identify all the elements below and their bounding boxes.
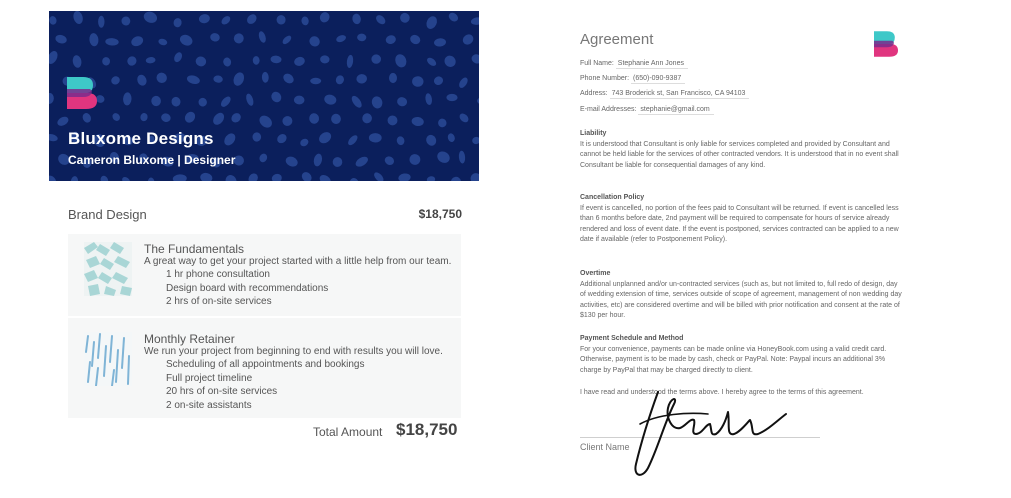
- pattern-dot: [393, 53, 408, 69]
- pattern-dot: [49, 133, 58, 142]
- pattern-dot: [252, 132, 261, 142]
- pattern-dot: [209, 32, 220, 42]
- pattern-dot: [374, 13, 387, 26]
- total-label: Total Amount: [313, 425, 383, 439]
- pattern-dot: [308, 112, 319, 124]
- section-text: It is understood that Consultant is only liable for services completed and provided by Consultant and cannot be held liable for the services of other contracted vendors. It is understood that in no event shall Consultant be liable for consequential damages of any kind.: [580, 140, 899, 169]
- pattern-dot: [173, 51, 184, 63]
- pattern-dot: [477, 96, 479, 105]
- pattern-dot: [409, 33, 422, 46]
- company-name: Bluxome Designs: [68, 129, 214, 148]
- pattern-dot: [213, 75, 223, 84]
- pattern-dot: [411, 116, 424, 127]
- pattern-dot: [350, 94, 364, 109]
- agreement-consent-text: I have read and understood the terms above. I hereby agree to the terms of this agreement.: [580, 389, 864, 396]
- pattern-dot: [323, 93, 337, 106]
- pattern-dot: [424, 133, 438, 147]
- pattern-dot: [247, 172, 260, 181]
- pattern-dot: [262, 72, 269, 83]
- pattern-dot: [130, 34, 145, 47]
- service-bullets: [166, 268, 328, 309]
- pattern-dot: [224, 173, 239, 181]
- bullet-item: 1 hr phone consultation: [166, 269, 270, 280]
- pattern-dot: [354, 155, 370, 169]
- pattern-dot: [232, 32, 245, 45]
- field-address: [580, 90, 749, 97]
- bullet-item: Design board with recommendations: [166, 282, 329, 294]
- pattern-dot: [293, 56, 306, 68]
- pattern-dot: [389, 73, 397, 83]
- pattern-dot: [433, 75, 445, 86]
- section-heading: Liability: [580, 130, 607, 137]
- pattern-dot: [307, 34, 322, 48]
- pattern-dot: [412, 76, 424, 87]
- pattern-dot: [351, 13, 361, 25]
- pattern-dot: [447, 11, 460, 23]
- pattern-dot: [450, 176, 461, 181]
- brushstroke-thumbnail-icon: [84, 332, 132, 386]
- pattern-dot: [447, 132, 456, 142]
- pattern-dot: [178, 33, 194, 48]
- pattern-dot: [145, 57, 155, 64]
- pattern-dot: [99, 175, 109, 181]
- section-payment: [580, 334, 902, 376]
- pattern-dot: [102, 57, 111, 66]
- pattern-dot: [301, 16, 309, 26]
- pattern-dot: [356, 73, 368, 84]
- pattern-dot: [121, 16, 130, 25]
- pattern-dot: [425, 93, 433, 106]
- pattern-dot: [258, 30, 268, 43]
- pattern-dot: [49, 49, 60, 65]
- section-text: Additional unplanned and/or un-contracted services (such as, but not limited to, full redo of design, day of wedding extension of time, services outside of scope of agreement, management of non wedding day activities, etc) are considered overtime and will be billed with prior notification and consent at the rate of $130 per hour.: [580, 280, 902, 320]
- pattern-dot: [126, 55, 138, 68]
- pattern-dot: [369, 133, 382, 143]
- pattern-dot: [257, 113, 274, 130]
- pattern-dot: [461, 32, 476, 46]
- pattern-dot: [357, 33, 367, 41]
- pattern-dot: [271, 173, 283, 181]
- pattern-thumbnail-icon: [84, 242, 132, 296]
- service-bullets: [166, 358, 364, 412]
- pattern-dot: [424, 15, 438, 31]
- pattern-dot: [426, 56, 438, 67]
- pattern-dot: [222, 57, 232, 68]
- field-value[interactable]: 743 Broderick st, San Francisco, CA 94103: [610, 90, 750, 99]
- pattern-dot: [173, 174, 188, 181]
- pattern-dot: [346, 134, 359, 147]
- bullet-item: 2 on-site assistants: [166, 399, 252, 411]
- service-name: The Fundamentals: [144, 242, 245, 256]
- pattern-dot: [219, 95, 232, 109]
- pattern-dot: [317, 130, 333, 146]
- pattern-dot: [313, 153, 323, 167]
- field-value[interactable]: Stephanie Ann Jones: [616, 60, 688, 69]
- field-email: [580, 106, 714, 113]
- pattern-dot: [275, 132, 288, 145]
- pattern-dot: [434, 38, 447, 47]
- pattern-dot: [222, 131, 238, 147]
- pattern-dot: [437, 118, 447, 128]
- pattern-dot: [435, 149, 452, 165]
- pattern-dot: [258, 152, 269, 163]
- pattern-dot: [458, 150, 465, 163]
- field-value[interactable]: stephanie@gmail.com: [638, 106, 713, 115]
- pattern-dot: [346, 54, 354, 68]
- pattern-dot: [199, 172, 213, 181]
- pattern-dot: [211, 111, 226, 127]
- pattern-dot: [442, 53, 458, 69]
- pattern-dot: [331, 114, 341, 125]
- section-heading: Payment Schedule and Method: [580, 335, 684, 342]
- pattern-dot: [154, 70, 169, 85]
- pattern-dot: [49, 16, 57, 26]
- field-label: Full Name:: [580, 60, 614, 67]
- pattern-dot: [370, 95, 383, 109]
- service-description: We run your project from beginning to end with results you will love.: [144, 346, 443, 357]
- pattern-dot: [426, 175, 436, 181]
- pattern-dot: [284, 155, 299, 169]
- bullet-item: Full project timeline: [166, 372, 253, 384]
- pattern-dot: [198, 97, 208, 107]
- pattern-dot: [121, 176, 132, 181]
- pattern-dot: [472, 136, 479, 144]
- pattern-dot: [300, 170, 314, 181]
- package-price: $18,750: [418, 207, 462, 221]
- section-liability: [580, 129, 902, 171]
- pattern-dot: [320, 55, 330, 64]
- field-value[interactable]: (650)-090-9387: [631, 75, 685, 84]
- section-heading: Overtime: [580, 270, 611, 277]
- pattern-dot: [385, 113, 399, 127]
- handwritten-signature: [628, 384, 798, 484]
- field-full-name: [580, 60, 688, 67]
- pattern-dot: [335, 74, 345, 85]
- pattern-dot: [183, 110, 197, 125]
- pattern-dot: [245, 12, 258, 25]
- pattern-dot: [186, 74, 201, 86]
- pattern-dot: [457, 76, 469, 89]
- client-name-label: Client Name: [580, 442, 630, 452]
- pattern-dot: [470, 53, 479, 65]
- total-value: $18,750: [396, 420, 458, 439]
- pattern-dot: [470, 17, 479, 26]
- designer-name: Cameron Bluxome | Designer: [68, 153, 236, 167]
- pattern-dot: [110, 75, 122, 86]
- pattern-dot: [348, 176, 360, 181]
- pattern-dot: [111, 112, 122, 123]
- pattern-dot: [269, 90, 283, 104]
- pattern-dot: [194, 55, 207, 68]
- pattern-dot: [398, 11, 411, 24]
- proposal-banner: [49, 11, 479, 181]
- section-cancellation: [580, 193, 902, 246]
- pattern-dot: [49, 174, 58, 181]
- bluxome-b-logo-icon: [67, 77, 97, 109]
- pattern-dot: [171, 96, 182, 107]
- pattern-dot: [140, 112, 149, 122]
- service-description: A great way to get your project started with a little help from our team.: [144, 256, 452, 267]
- pattern-dot: [361, 112, 372, 124]
- bluxome-b-logo-icon: [874, 31, 898, 57]
- pattern-dot: [81, 112, 92, 124]
- pattern-dot: [335, 34, 347, 44]
- pattern-dot: [158, 38, 168, 46]
- pattern-dot: [151, 95, 162, 106]
- pattern-dot: [299, 137, 310, 148]
- pattern-dot: [372, 171, 385, 181]
- pattern-dot: [253, 56, 260, 65]
- pattern-dot: [198, 13, 210, 24]
- pattern-dot: [332, 157, 343, 168]
- agreement-title: Agreement: [580, 31, 654, 48]
- bullet-item: 20 hrs of on-site services: [166, 386, 278, 398]
- pattern-dot: [70, 176, 79, 181]
- section-text: If event is cancelled, no portion of the fees paid to Consultant will be returned. If event is cancelled less than 6 months before date, 2nd payment will be required to compensate for hours of service already rendered and loss of event date. If the event is postponed, services contracted can be applied to a new date if available (refer to Postponement Policy).: [580, 204, 899, 244]
- pattern-dot: [275, 14, 286, 26]
- pattern-dot: [396, 96, 408, 107]
- pattern-dot: [281, 114, 294, 127]
- pattern-dot: [281, 34, 293, 46]
- field-label: E-mail Addresses:: [580, 106, 637, 113]
- pattern-dot: [49, 93, 54, 105]
- service-name: Monthly Retainer: [144, 332, 235, 346]
- bullet-item: Scheduling of all appointments and bookings: [166, 359, 365, 370]
- pattern-dot: [281, 72, 295, 86]
- pattern-dot: [230, 111, 243, 124]
- pattern-dot: [123, 92, 132, 105]
- pattern-dot: [232, 71, 246, 87]
- service-item-retainer: [68, 318, 461, 418]
- pattern-dot: [318, 11, 331, 24]
- pattern-dot: [310, 78, 321, 84]
- section-heading: Cancellation Policy: [580, 194, 645, 201]
- pattern-dot: [54, 34, 67, 45]
- package-title: Brand Design: [68, 207, 147, 222]
- pattern-dot: [383, 155, 395, 167]
- pattern-dot: [371, 54, 381, 64]
- pattern-dot: [469, 172, 479, 181]
- pattern-dot: [56, 115, 70, 128]
- service-item-fundamentals: [68, 234, 461, 316]
- pattern-dot: [160, 112, 172, 123]
- pattern-dot: [147, 177, 155, 181]
- section-text: For your convenience, payments can be made online via HoneyBook.com using a valid credit card. Otherwise, payment is to be made by cash, check or PayPal. Note: Paypal incurs an additional 3% charge by PayPal that may be charged directly to client.: [580, 345, 887, 374]
- field-label: Phone Number:: [580, 75, 630, 82]
- pattern-dot: [318, 173, 333, 181]
- pattern-dot: [72, 11, 84, 25]
- pattern-dot: [294, 95, 305, 104]
- pattern-dot: [220, 14, 232, 26]
- pattern-dot: [385, 34, 397, 45]
- pattern-dot: [98, 16, 104, 28]
- field-label: Address:: [580, 90, 608, 97]
- bullet-item: 2 hrs of on-site services: [166, 296, 272, 308]
- pattern-dot: [173, 18, 182, 28]
- pattern-dot: [245, 93, 255, 107]
- pattern-dot: [407, 152, 422, 167]
- field-phone-number: [580, 75, 685, 82]
- pattern-dot: [136, 73, 148, 87]
- pattern-dot: [396, 136, 405, 146]
- pattern-dot: [72, 55, 83, 69]
- pattern-dot: [89, 33, 99, 47]
- section-overtime: [580, 269, 902, 322]
- pattern-dot: [398, 173, 411, 181]
- pattern-dot: [446, 94, 457, 101]
- pattern-dot: [142, 11, 159, 25]
- pattern-dot: [458, 112, 470, 124]
- pattern-dot: [105, 38, 119, 46]
- pattern-dot: [270, 55, 282, 64]
